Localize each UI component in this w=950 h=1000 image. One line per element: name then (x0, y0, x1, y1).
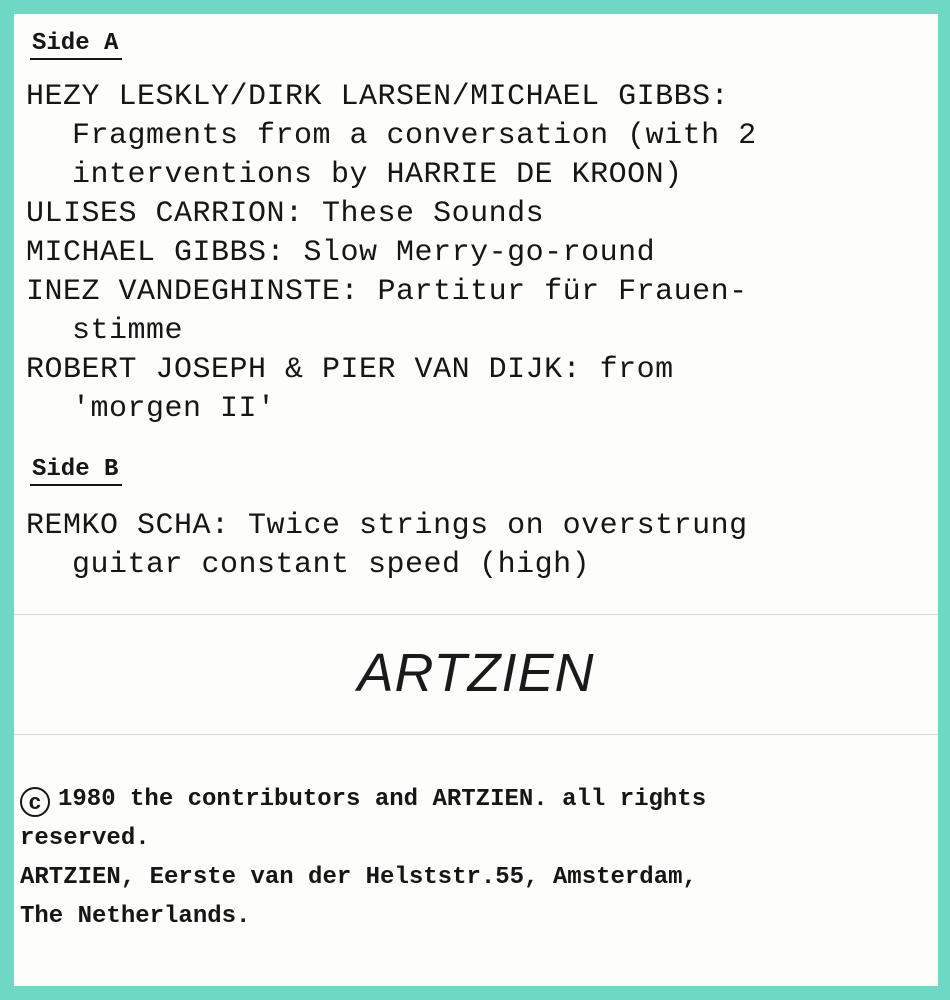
track-line: Fragments from a conversation (with 2 (72, 119, 757, 153)
side-b-heading: Side B (30, 456, 122, 486)
fold-line (14, 614, 938, 615)
address-line: The Netherlands. (20, 903, 251, 930)
track-line: stimme (72, 314, 184, 348)
track-line: HEZY LESKLY/DIRK LARSEN/MICHAEL GIBBS: (26, 80, 730, 114)
track-entry (26, 351, 931, 429)
cassette-insert-card (14, 14, 938, 986)
track-line: 'morgen II' (72, 392, 276, 426)
address-line: ARTZIEN, Eerste van der Helststr.55, Amsterdam, (20, 864, 697, 891)
copyright-text-cont: reserved. (20, 825, 150, 852)
track-entry (26, 234, 931, 273)
side-b-tracklist (26, 507, 931, 585)
track-entry (26, 273, 931, 351)
track-entry (26, 507, 931, 585)
copyright-line (20, 780, 932, 819)
side-a-heading: Side A (30, 30, 122, 60)
track-line: guitar constant speed (high) (72, 548, 591, 582)
track-line: REMKO SCHA: Twice strings on overstrung (26, 509, 748, 543)
track-entry (26, 78, 931, 195)
side-a-tracklist (26, 78, 931, 429)
label-logo: ARTZIEN (357, 643, 595, 703)
track-line: ROBERT JOSEPH & PIER VAN DIJK: from (26, 353, 674, 387)
track-line: interventions by HARRIE DE KROON) (72, 158, 683, 192)
copyright-footer (20, 780, 932, 936)
track-line: INEZ VANDEGHINSTE: Partitur für Frauen- (26, 275, 748, 309)
track-entry (26, 195, 931, 234)
track-line: MICHAEL GIBBS: Slow Merry-go-round (26, 236, 656, 270)
track-line: ULISES CARRION: These Sounds (26, 197, 545, 231)
copyright-text: 1980 the contributors and ARTZIEN. all rights (58, 786, 707, 813)
copyright-icon: c (20, 787, 50, 817)
fold-line (14, 734, 938, 735)
